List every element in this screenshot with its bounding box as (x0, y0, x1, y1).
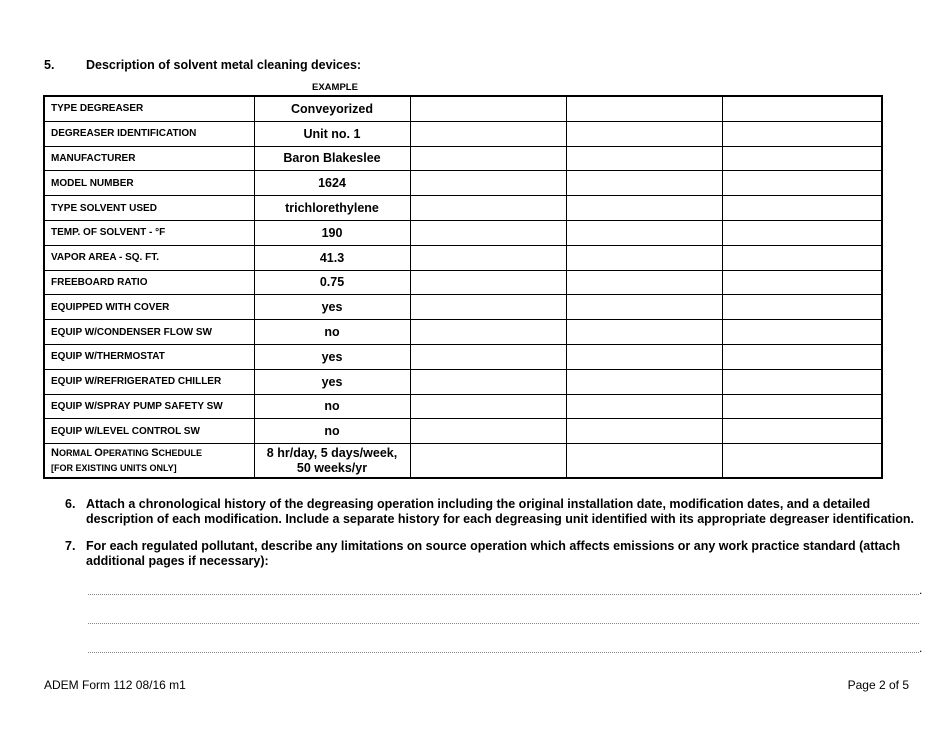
input-cell[interactable] (566, 121, 722, 146)
example-column-label: EXAMPLE (312, 82, 358, 93)
example-cell-operating-schedule: 8 hr/day, 5 days/week, 50 weeks/yr (254, 444, 410, 479)
input-cell[interactable] (410, 320, 566, 345)
item-7-text: For each regulated pollutant, describe any limitations on source operation which affects emissions or any work practice standard (attach additional pages if necessary): (86, 539, 901, 568)
row-label: EQUIP W/REFRIGERATED CHILLER (44, 369, 254, 394)
input-cell[interactable] (410, 121, 566, 146)
table-row (44, 369, 882, 394)
answer-line-2[interactable] (88, 623, 919, 624)
table-row (44, 220, 882, 245)
example-cell: Baron Blakeslee (254, 146, 410, 171)
input-cell[interactable] (722, 171, 882, 196)
input-cell[interactable] (566, 220, 722, 245)
input-cell[interactable] (722, 121, 882, 146)
example-cell: 190 (254, 220, 410, 245)
row-label: TYPE SOLVENT USED (44, 196, 254, 221)
example-cell: yes (254, 344, 410, 369)
input-cell[interactable] (410, 146, 566, 171)
example-cell: no (254, 394, 410, 419)
example-cell: no (254, 320, 410, 345)
input-cell[interactable] (722, 146, 882, 171)
section-5-heading (44, 58, 361, 72)
degreaser-table (43, 95, 883, 479)
input-cell[interactable] (566, 146, 722, 171)
input-cell[interactable] (566, 369, 722, 394)
input-cell[interactable] (566, 394, 722, 419)
row-label: DEGREASER IDENTIFICATION (44, 121, 254, 146)
table-row (44, 146, 882, 171)
row-label: MODEL NUMBER (44, 171, 254, 196)
input-cell[interactable] (566, 270, 722, 295)
answer-line-3[interactable] (88, 652, 919, 653)
table-row (44, 320, 882, 345)
example-cell: no (254, 419, 410, 444)
table-row-operating-schedule (44, 444, 882, 479)
input-cell[interactable] (410, 96, 566, 121)
table-row (44, 121, 882, 146)
row-label-operating-schedule: NORMAL OPERATING SCHEDULE [FOR EXISTING UNITS ONLY] (44, 444, 254, 479)
input-cell[interactable] (410, 245, 566, 270)
input-cell[interactable] (410, 444, 566, 479)
input-cell[interactable] (722, 295, 882, 320)
item-6-text: Attach a chronological history of the degreasing operation including the original installation date, modification dates, and a detailed description of each modification. Include a separate history for each degreasing unit identified with its appropriate degreaser identification. (86, 497, 914, 526)
input-cell[interactable] (722, 220, 882, 245)
row-label: VAPOR AREA - SQ. FT. (44, 245, 254, 270)
input-cell[interactable] (566, 245, 722, 270)
example-cell: yes (254, 295, 410, 320)
input-cell[interactable] (722, 344, 882, 369)
item-6 (65, 497, 925, 526)
table-row (44, 270, 882, 295)
example-cell: 41.3 (254, 245, 410, 270)
table-row (44, 419, 882, 444)
row-label: EQUIP W/LEVEL CONTROL SW (44, 419, 254, 444)
item-6-number: 6. (65, 497, 76, 511)
row-label: EQUIP W/CONDENSER FLOW SW (44, 320, 254, 345)
row-label: MANUFACTURER (44, 146, 254, 171)
table-row (44, 394, 882, 419)
answer-line-1[interactable] (88, 594, 919, 595)
item-7-number: 7. (65, 539, 76, 553)
input-cell[interactable] (410, 270, 566, 295)
input-cell[interactable] (566, 320, 722, 345)
input-cell[interactable] (410, 220, 566, 245)
input-cell[interactable] (566, 344, 722, 369)
table-row (44, 196, 882, 221)
item-7 (65, 539, 925, 568)
example-cell: trichlorethylene (254, 196, 410, 221)
input-cell[interactable] (722, 419, 882, 444)
table-row (44, 96, 882, 121)
row-label: EQUIP W/THERMOSTAT (44, 344, 254, 369)
input-cell[interactable] (566, 196, 722, 221)
example-cell: 0.75 (254, 270, 410, 295)
table-row (44, 245, 882, 270)
input-cell[interactable] (566, 171, 722, 196)
row-label: TYPE DEGREASER (44, 96, 254, 121)
row-label: EQUIPPED WITH COVER (44, 295, 254, 320)
input-cell[interactable] (410, 295, 566, 320)
table-row (44, 171, 882, 196)
input-cell[interactable] (722, 196, 882, 221)
input-cell[interactable] (722, 394, 882, 419)
line-end-mark: . (919, 641, 923, 655)
input-cell[interactable] (410, 196, 566, 221)
table-row (44, 295, 882, 320)
page-number: Page 2 of 5 (847, 678, 909, 692)
form-number: ADEM Form 112 08/16 m1 (44, 678, 186, 692)
line-end-mark: . (919, 583, 923, 597)
input-cell[interactable] (410, 171, 566, 196)
input-cell[interactable] (410, 419, 566, 444)
row-label: TEMP. OF SOLVENT - °F (44, 220, 254, 245)
input-cell[interactable] (566, 419, 722, 444)
input-cell[interactable] (722, 320, 882, 345)
example-cell: Conveyorized (254, 96, 410, 121)
input-cell[interactable] (722, 245, 882, 270)
section-5-number: 5. (44, 58, 55, 72)
example-cell: 1624 (254, 171, 410, 196)
input-cell[interactable] (410, 369, 566, 394)
input-cell[interactable] (410, 394, 566, 419)
input-cell[interactable] (722, 96, 882, 121)
input-cell[interactable] (722, 369, 882, 394)
input-cell[interactable] (566, 295, 722, 320)
input-cell[interactable] (722, 444, 882, 479)
input-cell[interactable] (566, 444, 722, 479)
section-5-title: Description of solvent metal cleaning devices: (86, 58, 362, 72)
row-label: FREEBOARD RATIO (44, 270, 254, 295)
table-row (44, 344, 882, 369)
input-cell[interactable] (566, 96, 722, 121)
row-label: EQUIP W/SPRAY PUMP SAFETY SW (44, 394, 254, 419)
input-cell[interactable] (410, 344, 566, 369)
example-cell: Unit no. 1 (254, 121, 410, 146)
example-cell: yes (254, 369, 410, 394)
input-cell[interactable] (722, 270, 882, 295)
